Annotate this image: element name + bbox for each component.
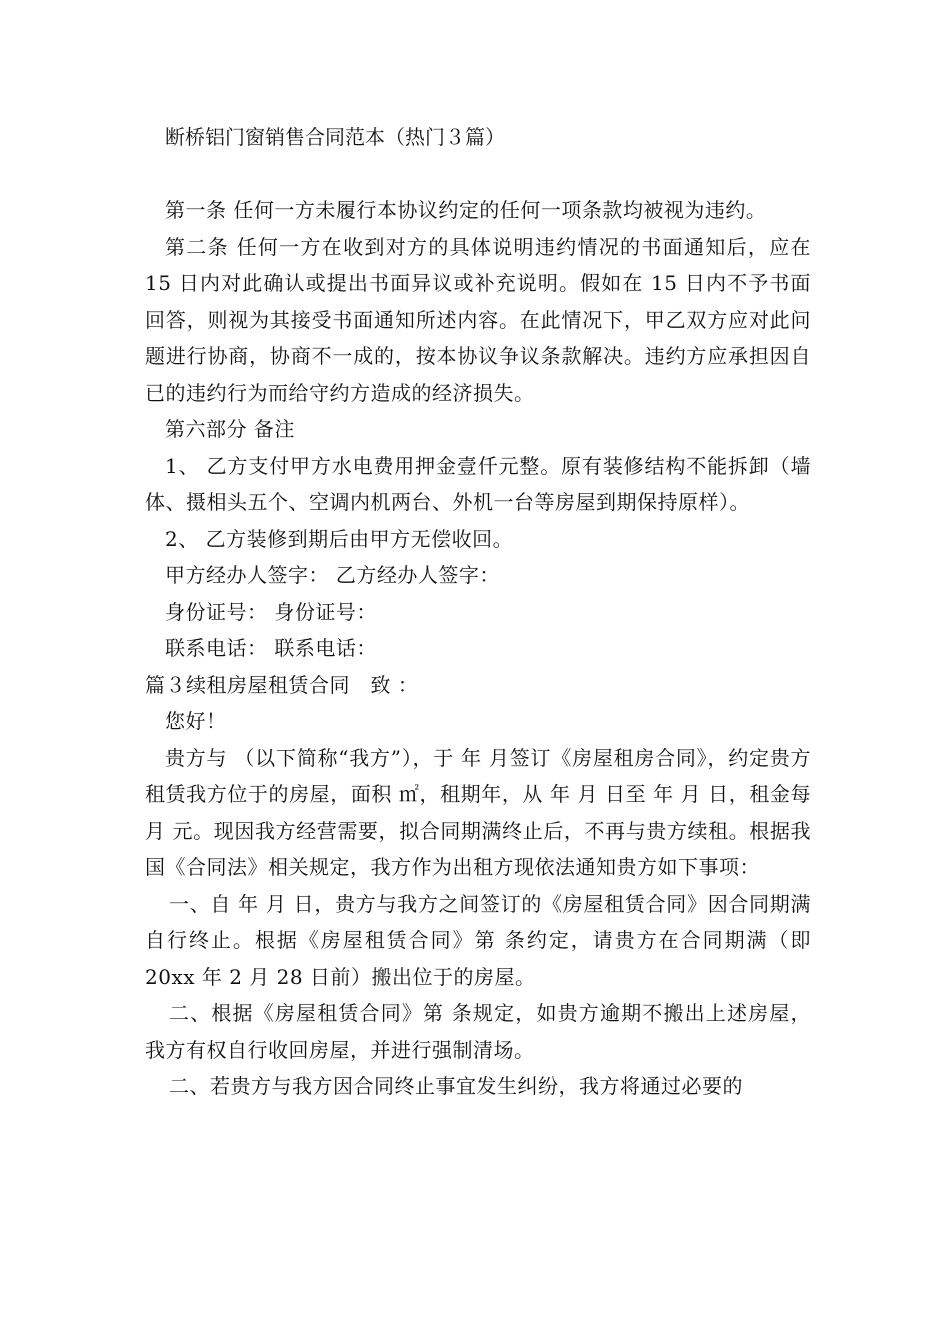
- paragraph-part-3-heading: 篇３续租房屋租赁合同 致 ：: [145, 672, 419, 697]
- paragraph-greeting: 您好！: [165, 709, 227, 733]
- paragraph-note-2: 2、 乙方装修到期后由甲方无偿收回。: [165, 526, 514, 551]
- paragraph-phones: 联系电话： 联系电话：: [165, 636, 377, 660]
- paragraph-item-2: 二、根据《房屋租赁合同》第 条规定，如贵方逾期不搬出上述房屋，我方有权自行收回房屋，并进行强制清场。: [145, 1001, 811, 1062]
- document-title: 断桥铝门窗销售合同范本（热门３篇）: [165, 125, 505, 149]
- paragraph-signatures: 甲方经办人签字： 乙方经办人签字：: [165, 563, 500, 587]
- paragraph-section-6-heading: 第六部分 备注: [165, 417, 295, 441]
- paragraph-note-1: 1、 乙方支付甲方水电费用押金壹仟元整。原有装修结构不能拆卸（墙体、摄相头五个、空调内机两台、外机一台等房屋到期保持原样）。: [145, 453, 811, 514]
- paragraph-notice-intro: 贵方与 （以下简称“我方”），于 年 月签订《房屋租房合同》，约定贵方租赁我方位于的房屋，面积 ㎡，租期年，从 年 月 日至 年 月 日，租金每月 元。现因我方经营需要，拟合同期满终止后，不再与贵方续租。根据我国《合同法》相关规定，我方作为出租方现依法通知贵方如下事项：: [145, 745, 811, 879]
- paragraph-item-3: 二、若贵方与我方因合同终止事宜发生纠纷，我方将通过必要的: [169, 1074, 743, 1098]
- paragraph-article-1: 第一条 任何一方未履行本协议约定的任何一项条款均被视为违约。: [165, 198, 767, 222]
- document-body: [145, 192, 811, 1105]
- paragraph-article-2: 第二条 任何一方在收到对方的具体说明违约情况的书面通知后，应在 15 日内对此确认或提出书面异议或补充说明。假如在 15 日内不予书面回答，则视为其接受书面通知所述内容。在此情况下，甲乙双方应对此问题进行协商，协商不一成的，按本协议争议条款解决。违约方应承担因自已的违约行为而给守约方造成的经济损失。: [145, 234, 811, 405]
- paragraph-item-1: 一、自 年 月 日，贵方与我方之间签订的《房屋租赁合同》因合同期满自行终止。根据《房屋租赁合同》第 条约定，请贵方在合同期满（即 20xx 年 2 月 28 日前）搬出位于的房屋。: [145, 891, 811, 989]
- paragraph-id-numbers: 身份证号： 身份证号：: [165, 599, 377, 624]
